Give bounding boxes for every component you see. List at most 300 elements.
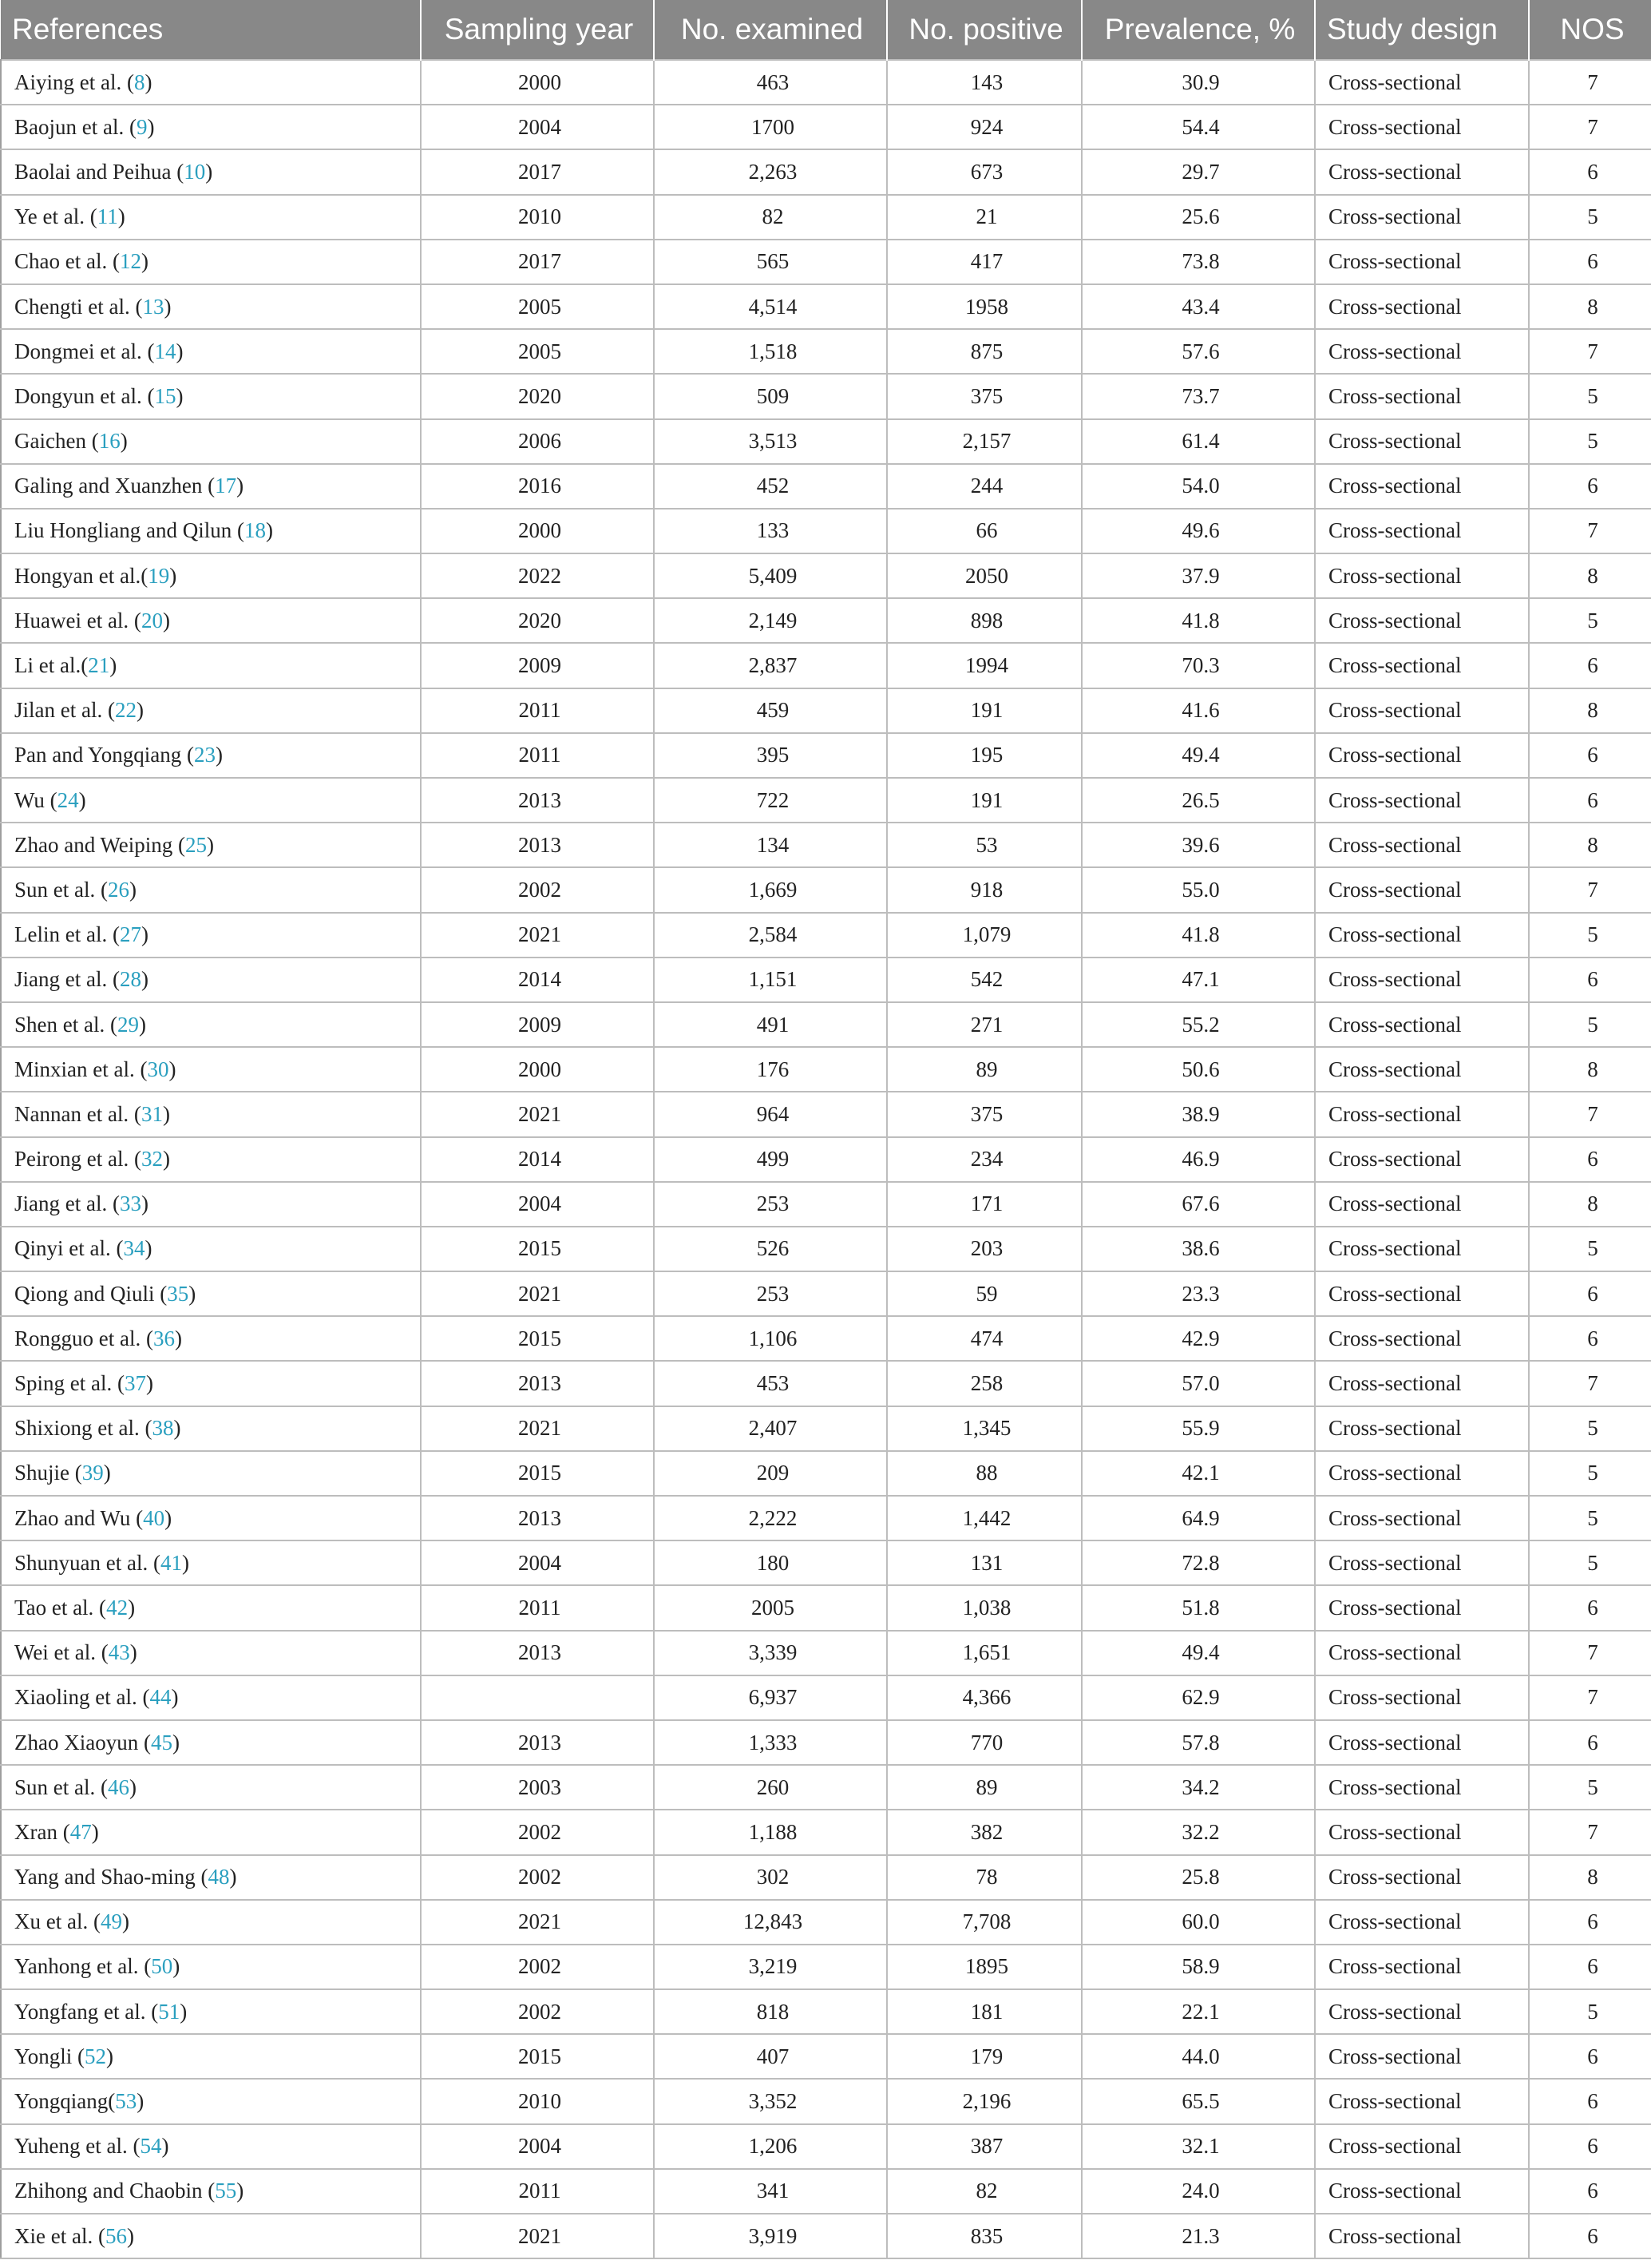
author-text: Baolai and Peihua ( <box>14 159 184 184</box>
no-examined-cell: 2,222 <box>654 1496 887 1540</box>
nos-cell: 5 <box>1529 913 1651 958</box>
author-text: Liu Hongliang and Qilun ( <box>14 518 244 543</box>
nos-cell: 5 <box>1529 598 1651 643</box>
prevalence-cell: 61.4 <box>1082 419 1315 464</box>
author-text: Qinyi et al. ( <box>14 1236 124 1261</box>
reference-link[interactable]: 43 <box>108 1640 130 1665</box>
study-design-cell: Cross-sectional <box>1315 1047 1529 1092</box>
study-design-cell: Cross-sectional <box>1315 60 1529 105</box>
header-no-examined: No. examined <box>654 0 887 60</box>
nos-cell: 6 <box>1529 643 1651 688</box>
table-row <box>1 1092 1651 1136</box>
reference-link[interactable]: 18 <box>243 518 266 543</box>
table-row <box>1 733 1651 778</box>
reference-cell <box>1 1810 421 1854</box>
no-positive-cell: 1,651 <box>887 1631 1082 1675</box>
reference-close-paren: ) <box>129 1774 137 1799</box>
no-positive-cell: 875 <box>887 329 1082 374</box>
table-row <box>1 688 1651 733</box>
reference-link[interactable]: 21 <box>88 653 110 678</box>
table-row <box>1 1047 1651 1092</box>
prevalence-cell: 57.6 <box>1082 329 1315 374</box>
prevalence-cell: 32.1 <box>1082 2124 1315 2169</box>
reference-cell <box>1 105 421 149</box>
author-text: Chao et al. ( <box>14 249 120 274</box>
nos-cell: 6 <box>1529 2169 1651 2214</box>
reference-link[interactable]: 19 <box>148 563 170 588</box>
reference-link[interactable]: 45 <box>150 1730 172 1755</box>
no-examined-cell: 3,339 <box>654 1631 887 1675</box>
table-row <box>1 778 1651 823</box>
reference-link[interactable]: 40 <box>143 1505 165 1530</box>
reference-close-paren: ) <box>121 1909 129 1934</box>
nos-cell: 6 <box>1529 2124 1651 2169</box>
no-examined-cell: 253 <box>654 1271 887 1316</box>
reference-close-paren: ) <box>236 474 244 498</box>
sampling-year-cell: 2009 <box>421 1002 654 1047</box>
author-text: Zhao and Weiping ( <box>14 832 186 857</box>
study-design-cell: Cross-sectional <box>1315 1271 1529 1316</box>
table-row <box>1 1361 1651 1406</box>
reference-close-paren: ) <box>128 1595 136 1620</box>
study-design-cell: Cross-sectional <box>1315 2124 1529 2169</box>
no-positive-cell: 21 <box>887 195 1082 240</box>
no-examined-cell: 1,151 <box>654 958 887 1002</box>
prevalence-cell: 38.9 <box>1082 1092 1315 1136</box>
nos-cell: 8 <box>1529 823 1651 867</box>
prevalence-cell: 65.5 <box>1082 2079 1315 2123</box>
nos-cell: 5 <box>1529 195 1651 240</box>
nos-cell: 8 <box>1529 1047 1651 1092</box>
author-text: Zhao Xiaoyun ( <box>14 1730 151 1755</box>
nos-cell: 6 <box>1529 1271 1651 1316</box>
reference-cell <box>1 1047 421 1092</box>
reference-close-paren: ) <box>145 69 152 94</box>
reference-close-paren: ) <box>120 429 128 454</box>
reference-cell <box>1 2169 421 2214</box>
study-design-cell: Cross-sectional <box>1315 2214 1529 2258</box>
nos-cell: 6 <box>1529 1585 1651 1630</box>
no-examined-cell: 2,263 <box>654 149 887 194</box>
study-design-cell: Cross-sectional <box>1315 1451 1529 1496</box>
no-examined-cell: 3,919 <box>654 2214 887 2258</box>
reference-close-paren: ) <box>162 1101 170 1126</box>
study-design-cell: Cross-sectional <box>1315 1631 1529 1675</box>
sampling-year-cell: 2016 <box>421 464 654 509</box>
table-row <box>1 374 1651 418</box>
nos-cell: 6 <box>1529 1900 1651 1945</box>
table-row <box>1 2214 1651 2258</box>
no-examined-cell: 463 <box>654 60 887 105</box>
reference-cell <box>1 823 421 867</box>
reference-link[interactable]: 50 <box>151 1954 173 1979</box>
prevalence-cell: 41.8 <box>1082 598 1315 643</box>
table-row <box>1 643 1651 688</box>
prevalence-cell: 57.8 <box>1082 1720 1315 1765</box>
table-row <box>1 598 1651 643</box>
author-text: Nannan et al. ( <box>14 1101 141 1126</box>
author-text: Peirong et al. ( <box>14 1147 141 1172</box>
prevalence-cell: 37.9 <box>1082 553 1315 598</box>
reference-cell <box>1 2034 421 2079</box>
reference-close-paren: ) <box>145 1236 152 1261</box>
no-positive-cell: 258 <box>887 1361 1082 1406</box>
reference-link[interactable]: 26 <box>107 877 129 902</box>
sampling-year-cell: 2004 <box>421 2124 654 2169</box>
study-design-cell: Cross-sectional <box>1315 1002 1529 1047</box>
author-text: Shixiong et al. ( <box>14 1416 152 1441</box>
table-row <box>1 913 1651 958</box>
reference-link[interactable]: 51 <box>158 1999 180 2024</box>
reference-cell <box>1 1720 421 1765</box>
reference-link[interactable]: 33 <box>119 1191 141 1216</box>
reference-close-paren: ) <box>236 2179 244 2203</box>
reference-cell <box>1 1855 421 1900</box>
no-positive-cell: 88 <box>887 1451 1082 1496</box>
reference-link[interactable]: 52 <box>85 2044 107 2068</box>
nos-cell: 8 <box>1529 553 1651 598</box>
study-design-cell: Cross-sectional <box>1315 1092 1529 1136</box>
no-positive-cell: 66 <box>887 509 1082 553</box>
reference-link[interactable]: 13 <box>142 294 164 319</box>
prevalence-cell: 43.4 <box>1082 284 1315 329</box>
no-examined-cell: 176 <box>654 1047 887 1092</box>
reference-link[interactable]: 56 <box>105 2223 127 2248</box>
reference-close-paren: ) <box>126 2223 134 2248</box>
no-examined-cell: 452 <box>654 464 887 509</box>
reference-link[interactable]: 28 <box>119 967 141 992</box>
no-positive-cell: 143 <box>887 60 1082 105</box>
nos-cell: 8 <box>1529 1182 1651 1227</box>
sampling-year-cell: 2011 <box>421 688 654 733</box>
table-row <box>1 284 1651 329</box>
author-text: Qiong and Qiuli ( <box>14 1281 168 1306</box>
reference-link[interactable]: 8 <box>133 69 145 94</box>
prevalence-cell: 47.1 <box>1082 958 1315 1002</box>
reference-cell <box>1 419 421 464</box>
reference-close-paren: ) <box>129 877 137 902</box>
study-design-cell: Cross-sectional <box>1315 1855 1529 1900</box>
no-positive-cell: 1,442 <box>887 1496 1082 1540</box>
sampling-year-cell: 2005 <box>421 329 654 374</box>
no-examined-cell: 253 <box>654 1182 887 1227</box>
table-row <box>1 1227 1651 1271</box>
no-examined-cell: 1,669 <box>654 867 887 912</box>
prevalence-cell: 42.1 <box>1082 1451 1315 1496</box>
sampling-year-cell: 2013 <box>421 1631 654 1675</box>
no-positive-cell: 2,157 <box>887 419 1082 464</box>
prevalence-cell: 21.3 <box>1082 2214 1315 2258</box>
author-text: Huawei et al. ( <box>14 608 141 632</box>
author-text: Xran ( <box>14 1819 70 1844</box>
study-design-cell: Cross-sectional <box>1315 329 1529 374</box>
reference-link[interactable]: 23 <box>194 743 216 767</box>
sampling-year-cell: 2011 <box>421 733 654 778</box>
no-positive-cell: 770 <box>887 1720 1082 1765</box>
header-references: References <box>1 0 421 60</box>
author-text: Li et al.( <box>14 653 89 678</box>
sampling-year-cell: 2004 <box>421 105 654 149</box>
no-examined-cell: 3,513 <box>654 419 887 464</box>
prevalence-cell: 38.6 <box>1082 1227 1315 1271</box>
nos-cell: 5 <box>1529 1989 1651 2034</box>
author-text: Jilan et al. ( <box>14 698 115 723</box>
no-positive-cell: 1,345 <box>887 1406 1082 1451</box>
table-row <box>1 958 1651 1002</box>
reference-link[interactable]: 38 <box>152 1416 174 1441</box>
reference-link[interactable]: 12 <box>119 249 141 274</box>
reference-link[interactable]: 24 <box>57 787 79 812</box>
reference-cell <box>1 1092 421 1136</box>
study-design-cell: Cross-sectional <box>1315 464 1529 509</box>
study-design-cell: Cross-sectional <box>1315 598 1529 643</box>
study-design-cell: Cross-sectional <box>1315 1137 1529 1182</box>
prevalence-cell: 70.3 <box>1082 643 1315 688</box>
sampling-year-cell: 2020 <box>421 374 654 418</box>
prevalence-cell: 49.4 <box>1082 1631 1315 1675</box>
no-examined-cell: 509 <box>654 374 887 418</box>
reference-link[interactable]: 10 <box>184 159 206 184</box>
header-study-design: Study design <box>1315 0 1529 60</box>
sampling-year-cell: 2021 <box>421 1900 654 1945</box>
reference-close-paren: ) <box>78 787 86 812</box>
nos-cell: 5 <box>1529 1451 1651 1496</box>
no-examined-cell: 82 <box>654 195 887 240</box>
author-text: Gaichen ( <box>14 429 99 454</box>
study-design-cell: Cross-sectional <box>1315 958 1529 1002</box>
table-row <box>1 2124 1651 2169</box>
reference-close-paren: ) <box>91 1819 99 1844</box>
reference-link[interactable]: 54 <box>140 2134 162 2159</box>
reference-close-paren: ) <box>229 1865 237 1889</box>
sampling-year-cell: 2013 <box>421 823 654 867</box>
nos-cell: 7 <box>1529 60 1651 105</box>
sampling-year-cell: 2021 <box>421 2214 654 2258</box>
nos-cell: 6 <box>1529 1316 1651 1361</box>
reference-cell <box>1 733 421 778</box>
sampling-year-cell: 2006 <box>421 419 654 464</box>
reference-link[interactable]: 39 <box>81 1461 104 1485</box>
sampling-year-cell: 2015 <box>421 1316 654 1361</box>
reference-link[interactable]: 46 <box>107 1774 129 1799</box>
sampling-year-cell: 2021 <box>421 913 654 958</box>
nos-cell: 5 <box>1529 1227 1651 1271</box>
table-row <box>1 1855 1651 1900</box>
sampling-year-cell: 2013 <box>421 1496 654 1540</box>
reference-cell <box>1 240 421 284</box>
reference-link[interactable]: 9 <box>136 114 148 139</box>
nos-cell: 5 <box>1529 1406 1651 1451</box>
reference-link[interactable]: 14 <box>154 339 176 363</box>
reference-cell <box>1 958 421 1002</box>
no-examined-cell: 2,837 <box>654 643 887 688</box>
sampling-year-cell: 2002 <box>421 867 654 912</box>
reference-link[interactable]: 47 <box>69 1819 92 1844</box>
reference-link[interactable]: 25 <box>185 832 208 857</box>
author-text: Jiang et al. ( <box>14 967 120 992</box>
nos-cell: 7 <box>1529 329 1651 374</box>
reference-link[interactable]: 11 <box>97 204 118 229</box>
sampling-year-cell: 2022 <box>421 553 654 598</box>
no-positive-cell: 898 <box>887 598 1082 643</box>
no-positive-cell: 542 <box>887 958 1082 1002</box>
no-examined-cell: 1,206 <box>654 2124 887 2169</box>
reference-close-paren: ) <box>137 2089 145 2114</box>
no-positive-cell: 375 <box>887 374 1082 418</box>
prevalence-cell: 46.9 <box>1082 1137 1315 1182</box>
nos-cell: 6 <box>1529 2079 1651 2123</box>
prevalence-cell: 30.9 <box>1082 60 1315 105</box>
study-design-cell: Cross-sectional <box>1315 1182 1529 1227</box>
reference-close-paren: ) <box>161 2134 169 2159</box>
reference-link[interactable]: 34 <box>123 1236 145 1261</box>
study-design-cell: Cross-sectional <box>1315 1496 1529 1540</box>
no-positive-cell: 191 <box>887 778 1082 823</box>
no-positive-cell: 131 <box>887 1540 1082 1585</box>
reference-cell <box>1 1406 421 1451</box>
reference-link[interactable]: 48 <box>208 1865 230 1889</box>
no-examined-cell: 407 <box>654 2034 887 2079</box>
prevalence-cell: 22.1 <box>1082 1989 1315 2034</box>
study-design-cell: Cross-sectional <box>1315 643 1529 688</box>
author-text: Shunyuan et al. ( <box>14 1550 160 1575</box>
reference-cell <box>1 2124 421 2169</box>
prevalence-cell: 67.6 <box>1082 1182 1315 1227</box>
study-design-cell: Cross-sectional <box>1315 240 1529 284</box>
author-text: Ye et al. ( <box>14 204 97 229</box>
reference-link[interactable]: 41 <box>160 1550 182 1575</box>
no-positive-cell: 59 <box>887 1271 1082 1316</box>
header-sampling-year: Sampling year <box>421 0 654 60</box>
reference-link[interactable]: 16 <box>98 429 121 454</box>
table-row <box>1 867 1651 912</box>
reference-close-paren: ) <box>188 1281 196 1306</box>
no-positive-cell: 382 <box>887 1810 1082 1854</box>
no-positive-cell: 179 <box>887 2034 1082 2079</box>
reference-cell <box>1 1989 421 2034</box>
reference-close-paren: ) <box>162 608 170 632</box>
table-row <box>1 1496 1651 1540</box>
reference-link[interactable]: 31 <box>141 1101 163 1126</box>
study-design-cell: Cross-sectional <box>1315 1406 1529 1451</box>
reference-cell <box>1 1631 421 1675</box>
reference-close-paren: ) <box>174 1326 182 1350</box>
no-positive-cell: 4,366 <box>887 1675 1082 1720</box>
reference-link[interactable]: 32 <box>141 1147 163 1172</box>
reference-cell <box>1 509 421 553</box>
prevalence-cell: 44.0 <box>1082 2034 1315 2079</box>
reference-cell <box>1 464 421 509</box>
study-design-cell: Cross-sectional <box>1315 553 1529 598</box>
reference-link[interactable]: 15 <box>154 383 176 408</box>
sampling-year-cell: 2014 <box>421 1137 654 1182</box>
reference-link[interactable]: 37 <box>124 1371 146 1396</box>
author-text: Chengti et al. ( <box>14 294 143 319</box>
reference-link[interactable]: 35 <box>167 1281 189 1306</box>
reference-link[interactable]: 22 <box>114 698 137 723</box>
reference-close-paren: ) <box>172 1954 180 1979</box>
reference-cell <box>1 1540 421 1585</box>
author-text: Xie et al. ( <box>14 2223 105 2248</box>
reference-cell <box>1 1675 421 1720</box>
study-design-cell: Cross-sectional <box>1315 1316 1529 1361</box>
table-row <box>1 1945 1651 1989</box>
nos-cell: 5 <box>1529 419 1651 464</box>
nos-cell: 7 <box>1529 1631 1651 1675</box>
no-examined-cell: 1,518 <box>654 329 887 374</box>
no-examined-cell: 1,106 <box>654 1316 887 1361</box>
author-text: Wu ( <box>14 787 57 812</box>
sampling-year-cell: 2000 <box>421 1047 654 1092</box>
table-row <box>1 1765 1651 1810</box>
reference-close-paren: ) <box>216 743 224 767</box>
reference-link[interactable]: 44 <box>149 1685 172 1710</box>
reference-close-paren: ) <box>171 1685 179 1710</box>
sampling-year-cell: 2002 <box>421 1810 654 1854</box>
nos-cell: 5 <box>1529 1540 1651 1585</box>
reference-close-paren: ) <box>141 967 148 992</box>
table-row <box>1 329 1651 374</box>
no-positive-cell: 673 <box>887 149 1082 194</box>
table-row <box>1 553 1651 598</box>
reference-link[interactable]: 29 <box>117 1012 139 1037</box>
reference-close-paren: ) <box>176 339 184 363</box>
table-row <box>1 1720 1651 1765</box>
nos-cell: 7 <box>1529 1675 1651 1720</box>
prevalence-cell: 50.6 <box>1082 1047 1315 1092</box>
reference-cell <box>1 60 421 105</box>
reference-cell <box>1 1585 421 1630</box>
reference-link[interactable]: 42 <box>106 1595 129 1620</box>
header-prevalence: Prevalence, % <box>1082 0 1315 60</box>
reference-cell <box>1 329 421 374</box>
reference-cell <box>1 778 421 823</box>
sampling-year-cell: 2004 <box>421 1540 654 1585</box>
sampling-year-cell: 2000 <box>421 509 654 553</box>
no-examined-cell: 964 <box>654 1092 887 1136</box>
no-positive-cell: 474 <box>887 1316 1082 1361</box>
reference-cell <box>1 553 421 598</box>
nos-cell: 6 <box>1529 1137 1651 1182</box>
author-text: Shujie ( <box>14 1461 82 1485</box>
author-text: Sping et al. ( <box>14 1371 125 1396</box>
reference-cell <box>1 284 421 329</box>
reference-link[interactable]: 17 <box>215 474 237 498</box>
no-examined-cell: 209 <box>654 1451 887 1496</box>
study-design-cell: Cross-sectional <box>1315 1540 1529 1585</box>
no-examined-cell: 2,584 <box>654 913 887 958</box>
no-positive-cell: 89 <box>887 1047 1082 1092</box>
reference-link[interactable]: 27 <box>119 922 141 947</box>
no-positive-cell: 2,196 <box>887 2079 1082 2123</box>
study-design-cell: Cross-sectional <box>1315 688 1529 733</box>
reference-link[interactable]: 20 <box>141 608 163 632</box>
reference-link[interactable]: 49 <box>100 1909 122 1934</box>
reference-close-paren: ) <box>147 114 155 139</box>
reference-link[interactable]: 30 <box>147 1057 169 1081</box>
reference-close-paren: ) <box>207 832 215 857</box>
prevalence-cell: 58.9 <box>1082 1945 1315 1989</box>
reference-cell <box>1 1316 421 1361</box>
prevalence-cell: 54.0 <box>1082 464 1315 509</box>
reference-link[interactable]: 36 <box>152 1326 175 1350</box>
study-design-cell: Cross-sectional <box>1315 733 1529 778</box>
reference-link[interactable]: 53 <box>115 2089 137 2114</box>
reference-link[interactable]: 55 <box>215 2179 237 2203</box>
reference-close-paren: ) <box>168 1057 176 1081</box>
prevalence-cell: 57.0 <box>1082 1361 1315 1406</box>
study-design-cell: Cross-sectional <box>1315 419 1529 464</box>
